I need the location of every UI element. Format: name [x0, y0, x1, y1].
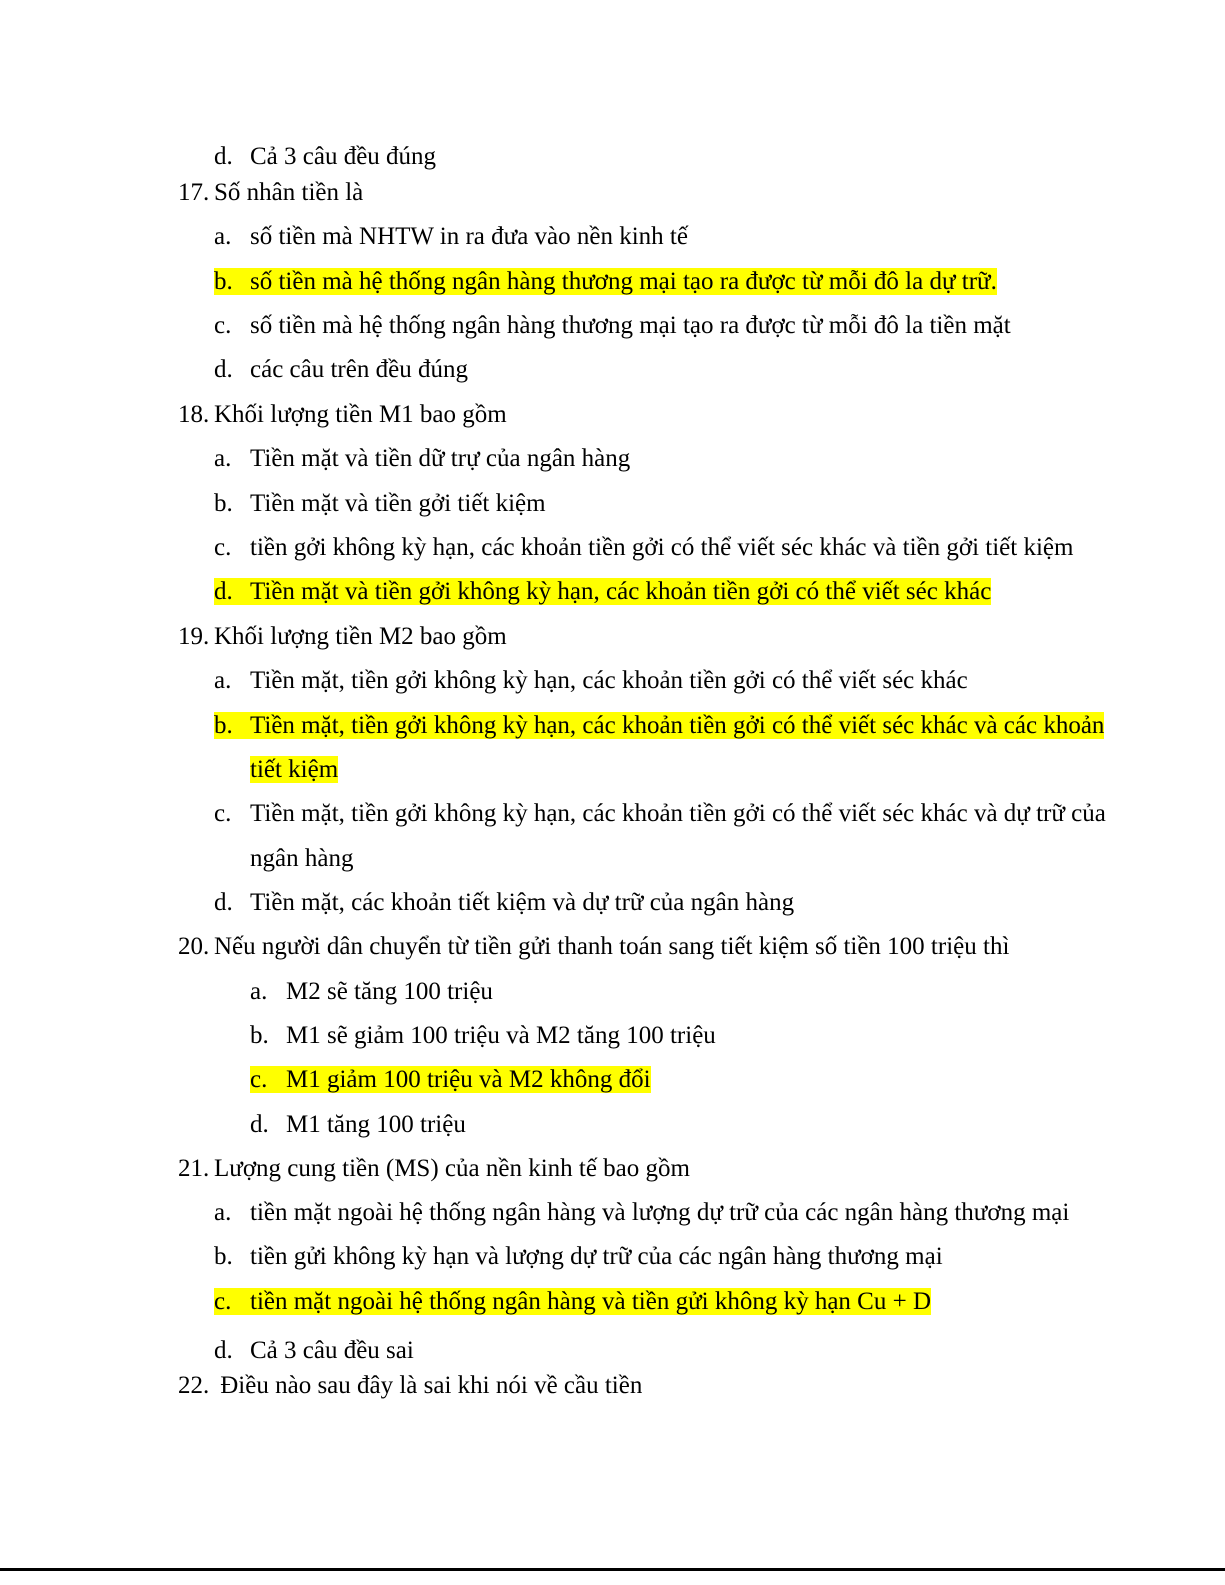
option-letter: a. [214, 445, 232, 472]
option-text: Cả 3 câu đều sai [250, 1337, 414, 1364]
option-text: M1 tăng 100 triệu [286, 1111, 466, 1138]
q18-option-a [214, 444, 630, 474]
option-letter: d. [214, 578, 233, 605]
question-text: Số nhân tiền là [214, 179, 364, 206]
option-text: M1 sẽ giảm 100 triệu và M2 tăng 100 triệu [286, 1022, 716, 1049]
question-text: Nếu người dân chuyển từ tiền gửi thanh toán sang tiết kiệm số tiền 100 triệu thì [214, 933, 1010, 960]
option-text: Tiền mặt, các khoản tiết kiệm và dự trữ của ngân hàng [250, 889, 795, 916]
option-letter: a. [214, 667, 232, 694]
question-text: Khối lượng tiền M2 bao gồm [214, 623, 507, 650]
option-text: tiền gửi không kỳ hạn và lượng dự trữ của các ngân hàng thương mại [250, 1243, 943, 1270]
option-letter: d. [214, 889, 233, 916]
option-text: Tiền mặt và tiền gởi không kỳ hạn, các khoản tiền gởi có thể viết séc khác [250, 578, 992, 605]
q21-option-b [214, 1242, 943, 1272]
q20-option-d [250, 1110, 466, 1140]
q19-option-c-continuation [250, 844, 353, 874]
q17-option-c [214, 311, 1011, 341]
option-text: tiền mặt ngoài hệ thống ngân hàng và lượng dự trữ của các ngân hàng thương mại [250, 1199, 1070, 1226]
q19-option-b-answer [214, 711, 1104, 741]
option-text: tiền mặt ngoài hệ thống ngân hàng và tiền gửi không kỳ hạn Cu + D [250, 1288, 932, 1315]
q17-question [178, 178, 363, 208]
q18-question [178, 400, 507, 430]
q19-question [178, 622, 507, 652]
option-text: tiền gởi không kỳ hạn, các khoản tiền gởi có thể viết séc khác và tiền gởi tiết kiệm [250, 534, 1074, 561]
option-letter: c. [214, 312, 232, 339]
question-number: 19. [178, 623, 210, 650]
q19-option-b-continuation [250, 755, 338, 785]
option-letter: b. [214, 1243, 233, 1270]
question-text: Điều nào sau đây là sai khi nói về cầu tiền [214, 1372, 643, 1399]
option-text: các câu trên đều đúng [250, 356, 468, 383]
page-bottom-edge [0, 1568, 1225, 1571]
q17-option-d [214, 355, 468, 385]
option-letter: c. [214, 1288, 232, 1315]
q20-option-c-answer [250, 1065, 651, 1095]
question-number: 18. [178, 401, 210, 428]
option-letter: c. [214, 800, 232, 827]
option-text: Cả 3 câu đều đúng [250, 143, 437, 170]
option-text: M1 giảm 100 triệu và M2 không đổi [286, 1066, 651, 1093]
question-number: 20. [178, 933, 210, 960]
q19-option-c [214, 799, 1106, 829]
q17-option-a [214, 222, 688, 252]
question-text: Khối lượng tiền M1 bao gồm [214, 401, 507, 428]
q21-question [178, 1154, 690, 1184]
option-letter: a. [214, 223, 232, 250]
q18-option-d-answer [214, 577, 991, 607]
question-text: Lượng cung tiền (MS) của nền kinh tế bao gồm [214, 1155, 690, 1182]
option-text: số tiền mà hệ thống ngân hàng thương mại tạo ra được từ mỗi đô la dự trữ. [250, 268, 997, 295]
option-text: tiết kiệm [250, 756, 339, 783]
question-number: 21. [178, 1155, 210, 1182]
option-letter: c. [214, 534, 232, 561]
q22-question [178, 1371, 642, 1401]
q20-option-a [250, 977, 493, 1007]
q21-option-d [214, 1336, 414, 1366]
question-number: 22. [178, 1372, 210, 1399]
q20-option-b [250, 1021, 716, 1051]
option-text: M2 sẽ tăng 100 triệu [286, 978, 493, 1005]
option-text: Tiền mặt, tiền gởi không kỳ hạn, các khoản tiền gởi có thể viết séc khác [250, 667, 968, 694]
option-letter: b. [214, 268, 233, 295]
option-letter: b. [214, 490, 233, 517]
q19-option-d [214, 888, 794, 918]
option-text: số tiền mà NHTW in ra đưa vào nền kinh tế [250, 223, 688, 250]
q21-option-a [214, 1198, 1069, 1228]
option-text: Tiền mặt, tiền gởi không kỳ hạn, các khoản tiền gởi có thể viết séc khác và các khoản [250, 712, 1105, 739]
q20-question [178, 932, 1009, 962]
option-letter: c. [250, 1066, 268, 1093]
option-text: ngân hàng [250, 845, 354, 872]
q18-option-c [214, 533, 1073, 563]
option-letter: d. [214, 1337, 233, 1364]
option-letter: d. [214, 356, 233, 383]
q16-option-d [214, 142, 436, 172]
option-letter: d. [214, 143, 233, 170]
question-number: 17. [178, 179, 210, 206]
option-text: Tiền mặt và tiền gởi tiết kiệm [250, 490, 546, 517]
option-text: Tiền mặt, tiền gởi không kỳ hạn, các khoản tiền gởi có thể viết séc khác và dự trữ của [250, 800, 1106, 827]
option-letter: b. [250, 1022, 269, 1049]
option-letter: a. [214, 1199, 232, 1226]
q21-option-c-answer [214, 1287, 931, 1317]
q17-option-b-answer [214, 267, 997, 297]
q19-option-a [214, 666, 968, 696]
option-letter: b. [214, 712, 233, 739]
q18-option-b [214, 489, 546, 519]
option-letter: d. [250, 1111, 269, 1138]
option-text: Tiền mặt và tiền dữ trự của ngân hàng [250, 445, 631, 472]
option-letter: a. [250, 978, 268, 1005]
option-text: số tiền mà hệ thống ngân hàng thương mại tạo ra được từ mỗi đô la tiền mặt [250, 312, 1011, 339]
